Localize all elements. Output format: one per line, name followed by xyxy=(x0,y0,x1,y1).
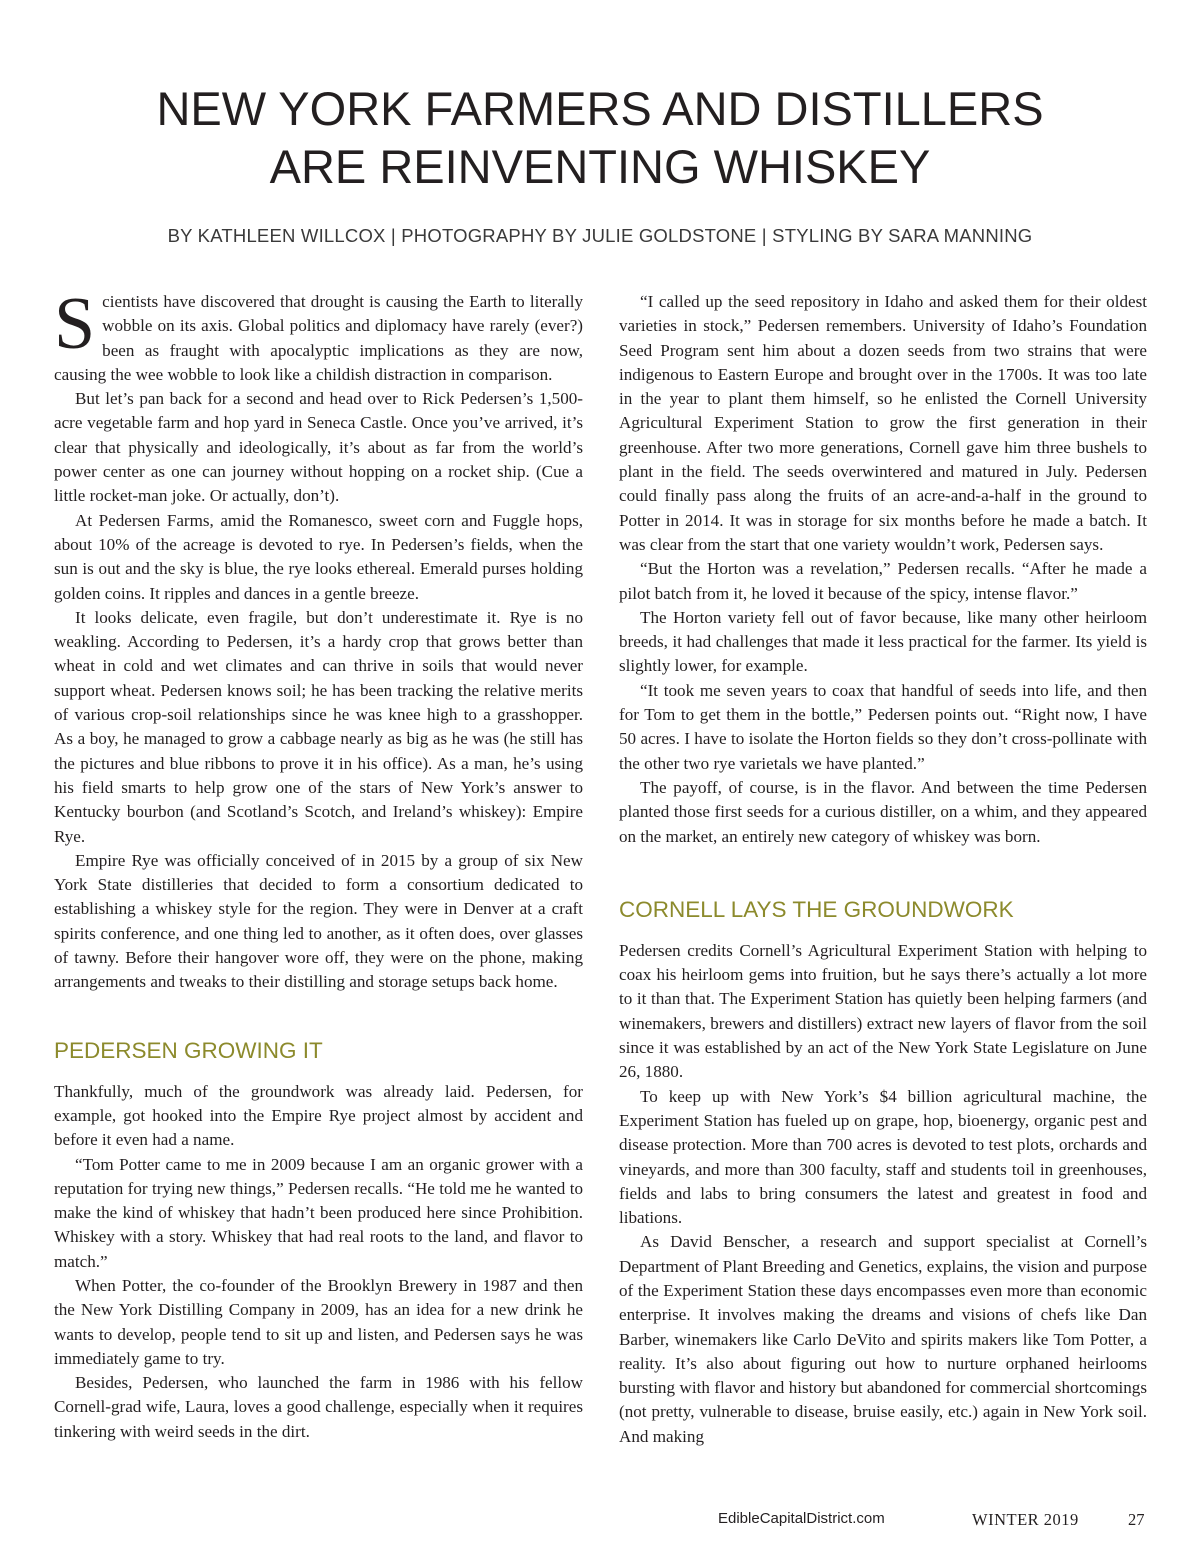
footer-site: EdibleCapitalDistrict.com xyxy=(718,1510,885,1527)
paragraph-text: cientists have discovered that drought is causing the Earth to literally wobble on its axis. Global politics and diplomacy have rarely (ever?) been as fraught with apocalyptic implications as they are now, causing the wee wobble to look like a childish distraction in comparison. xyxy=(54,292,583,384)
paragraph: Besides, Pedersen, who launched the farm in 1986 with his fellow Cornell-grad wife, Laura, loves a good challenge, especially when it requires tinkering with weird seeds in the dirt. xyxy=(54,1373,583,1441)
article-title xyxy=(0,80,1200,196)
paragraph: At Pedersen Farms, amid the Romanesco, sweet corn and Fuggle hops, about 10% of the acreage is devoted to rye. In Pedersen’s fields, when the sun is out and the sky is blue, the rye looks ethereal. Emerald purses holding golden coins. It ripples and dances in a gentle breeze. xyxy=(54,510,583,603)
paragraph: To keep up with New York’s $4 billion agricultural machine, the Experiment Station has fueled up on grape, hop, bioenergy, organic pest and disease protection. More than 700 acres is devoted to test plots, orchards and vineyards, and more than 300 faculty, staff and students toil in greenhouses, fields and labs to bring consumers the latest and greatest in food and libations. xyxy=(619,1086,1147,1228)
footer-issue: WINTER 2019 xyxy=(972,1510,1079,1529)
section-heading: CORNELL LAYS THE GROUNDWORK xyxy=(619,896,1014,922)
section-heading: PEDERSEN GROWING IT xyxy=(54,1037,323,1063)
paragraph: The Horton variety fell out of favor because, like many other heirloom breeds, it had challenges that made it less practical for the farmer. Its yield is slightly lower, for example. xyxy=(619,607,1147,676)
paragraph: When Potter, the co-founder of the Brooklyn Brewery in 1987 and then the New York Distilling Company in 2009, has an idea for a new drink he wants to develop, people tend to sit up and listen, and Pedersen says he was immediately game to try. xyxy=(54,1275,583,1368)
page-number: 27 xyxy=(1128,1510,1145,1529)
paragraph: But let’s pan back for a second and head over to Rick Pedersen’s 1,500-acre vegetable farm and hop yard in Seneca Castle. Once you’ve arrived, it’s clear that physically and ideologically, it’s about as far from the world’s power center as one can journey without hopping on a rocket ship. (Cue a little rocket-man joke. Or actually, don’t). xyxy=(54,389,583,506)
byline: BY KATHLEEN WILLCOX | PHOTOGRAPHY BY JULIE GOLDSTONE | STYLING BY SARA MANNING xyxy=(167,225,1033,246)
left-column xyxy=(54,283,583,1444)
paragraph: Pedersen credits Cornell’s Agricultural Experiment Station with helping to coax his heirloom gems into fruition, but he says there’s actually a lot more to it than that. The Experiment Station has quietly been helping farmers (and winemakers, brewers and distillers) extract new layers of flavor from the soil since it was established by an act of the New York State Legislature on June 26, 1880. xyxy=(619,940,1147,1082)
paragraph: The payoff, of course, is in the flavor. And between the time Pedersen planted those first seeds for a curious distiller, on a whim, and they appeared on the market, an entirely new category of whiskey was born. xyxy=(619,777,1147,846)
drop-cap: S xyxy=(54,283,96,365)
title-line-1: NEW YORK FARMERS AND DISTILLERS xyxy=(156,82,1044,135)
title-line-2: ARE REINVENTING WHISKEY xyxy=(269,140,931,193)
paragraph: Empire Rye was officially conceived of in 2015 by a group of six New York State distilleries that decided to form a consortium dedicated to establishing a whiskey style for the region. They were in Denver at a craft spirits conference, and one thing led to another, as it often does, over glasses of tawny. Before their hangover wore off, they were on the phone, making arrangements and tweaks to their distilling and storage setups back home. xyxy=(54,850,583,992)
paragraph: “But the Horton was a revelation,” Pedersen recalls. “After he made a pilot batch from it, he loved it because of the spicy, intense flavor.” xyxy=(619,559,1147,603)
paragraph: “It took me seven years to coax that handful of seeds into life, and then for Tom to get them in the bottle,” Pedersen points out. “Right now, I have 50 acres. I have to isolate the Horton fields so they don’t cross-pollinate with the other two rye varietals we have planted.” xyxy=(619,680,1147,773)
paragraph: As David Benscher, a research and support specialist at Cornell’s Department of Plant Breeding and Genetics, explains, the vision and purpose of the Experiment Station these days encompasses even more than economic enterprise. It involves making the dreams and visions of chefs like Dan Barber, winemakers like Carlo DeVito and spirits makers like Tom Potter, a reality. It’s also about figuring out how to nurture orphaned heirlooms bursting with flavor and history but abandoned for commercial shortcomings (not pretty, vulnerable to disease, bruise easily, etc.) again in New York soil. And making xyxy=(619,1232,1147,1446)
right-column xyxy=(619,290,1147,1449)
paragraph: “Tom Potter came to me in 2009 because I am an organic grower with a reputation for trying new things,” Pedersen recalls. “He told me he wanted to make the kind of whiskey that hadn’t been produced here since Prohibition. Whiskey with a story. Whiskey that had real roots to the land, and flavor to match.” xyxy=(54,1154,583,1271)
paragraph: Thankfully, much of the groundwork was already laid. Pedersen, for example, got hooked into the Empire Rye project almost by accident and before it even had a name. xyxy=(54,1081,583,1150)
paragraph: It looks delicate, even fragile, but don’t underestimate it. Rye is no weakling. According to Pedersen, it’s a hardy crop that grows better than wheat in cold and wet climates and can thrive in soils that would never support wheat. Pedersen knows soil; he has been tracking the relative merits of various crop-soil relationships since he was knee high to a grasshopper. As a boy, he managed to grow a cabbage nearly as big as he was (he still has the pictures and blue ribbons to prove it in his office). As a man, he’s using his field smarts to help grow one of the stars of New York’s answer to Kentucky bourbon (and Scotland’s Scotch, and Ireland’s whiskey): Empire Rye. xyxy=(54,607,583,846)
paragraph: “I called up the seed repository in Idaho and asked them for their oldest varieties in stock,” Pedersen remembers. University of Idaho’s Foundation Seed Program sent him about a dozen seeds from two strains that were indigenous to Eastern Europe and brought over in the 1700s. It was too late in the year to plant them himself, so he enlisted the Cornell University Agricultural Experiment Station to grow the first generation in their greenhouse. After two more generations, Cornell gave him three bushels to plant in the field. The seeds overwintered and matured in July. Pedersen could finally pass along the fruits of an acre-and-a-half in the ground to Potter in 2014. It was in storage for six months before he made a batch. It was clear from the start that one variety wouldn’t work, Pedersen says. xyxy=(619,292,1147,554)
paragraph xyxy=(54,283,583,387)
